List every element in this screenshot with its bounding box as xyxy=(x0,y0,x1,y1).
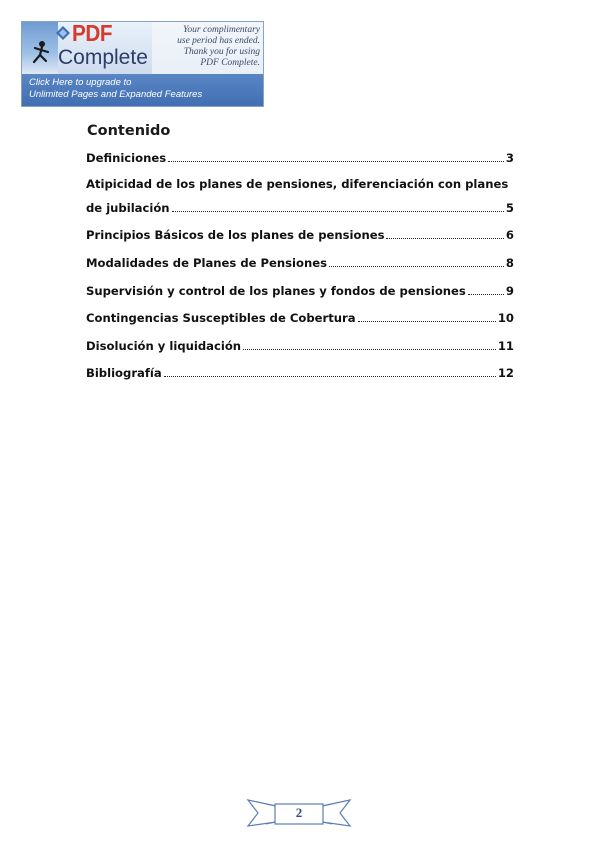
toc-leader-dots xyxy=(172,210,504,212)
toc-entry-label: Contingencias Susceptibles de Cobertura xyxy=(86,311,356,325)
toc-entry-label: Modalidades de Planes de Pensiones xyxy=(86,256,328,270)
toc-entry-label: Principios Básicos de los planes de pensiones xyxy=(86,228,385,242)
toc-leader-dots xyxy=(386,237,503,239)
toc-entry-modalidades[interactable] xyxy=(86,256,514,270)
toc-entry-page: 11 xyxy=(497,339,514,353)
pdf-complete-upgrade-banner[interactable] xyxy=(21,21,264,107)
toc-entry-definiciones[interactable] xyxy=(86,151,514,165)
note-line: use period has ended. xyxy=(177,36,260,46)
toc-leader-dots xyxy=(358,320,496,322)
brand-pdf-text: PDF xyxy=(72,21,113,46)
upgrade-link-line-2[interactable]: Unlimited Pages and Expanded Features xyxy=(29,89,203,100)
toc-entry-page: 6 xyxy=(505,228,514,242)
toc-leader-dots xyxy=(468,293,504,295)
toc-entry-bibliografia[interactable] xyxy=(86,366,514,380)
page-number: 2 xyxy=(295,805,303,820)
pdf-diamond-icon xyxy=(55,25,71,41)
toc-entry-disolucion[interactable] xyxy=(86,339,514,353)
upgrade-link-strip[interactable] xyxy=(22,74,263,107)
toc-entry-atipicidad-line1[interactable]: Atipicidad de los planes de pensiones, diferenciación con planes xyxy=(86,177,509,191)
toc-entry-page: 12 xyxy=(497,366,514,380)
note-line: Thank you for using xyxy=(183,47,260,57)
note-line: Your complimentary xyxy=(183,25,260,35)
toc-entry-label: de jubilación xyxy=(86,201,170,215)
banner-logo-area xyxy=(22,22,152,74)
toc-leader-dots xyxy=(329,265,504,267)
toc-entry-page: 10 xyxy=(497,311,514,325)
toc-leader-dots xyxy=(243,348,496,350)
toc-entry-page: 5 xyxy=(505,201,514,215)
toc-entry-label: Disolución y liquidación xyxy=(86,339,242,353)
toc-entry-atipicidad[interactable] xyxy=(86,201,514,215)
toc-title: Contenido xyxy=(87,123,171,139)
toc-leader-dots xyxy=(168,160,504,162)
toc-entry-contingencias[interactable] xyxy=(86,311,514,325)
toc-entry-page: 9 xyxy=(505,284,514,298)
person-icon xyxy=(30,40,52,66)
toc-entry-label: Bibliografía xyxy=(86,366,162,380)
toc-entry-label: Definiciones xyxy=(86,151,167,165)
toc-entry-page: 8 xyxy=(505,256,514,270)
toc-entry-supervision[interactable] xyxy=(86,284,514,298)
brand-complete-text: Complete xyxy=(58,46,148,69)
toc-entry-page: 3 xyxy=(505,151,514,165)
toc-leader-dots xyxy=(164,375,496,377)
toc-entry-label: Supervisión y control de los planes y fondos de pensiones xyxy=(86,284,466,298)
banner-note xyxy=(152,25,260,69)
note-line: PDF Complete. xyxy=(200,58,260,68)
toc-entry-principios[interactable] xyxy=(86,228,514,242)
upgrade-link-line-1[interactable]: Click Here to upgrade to xyxy=(29,77,132,88)
